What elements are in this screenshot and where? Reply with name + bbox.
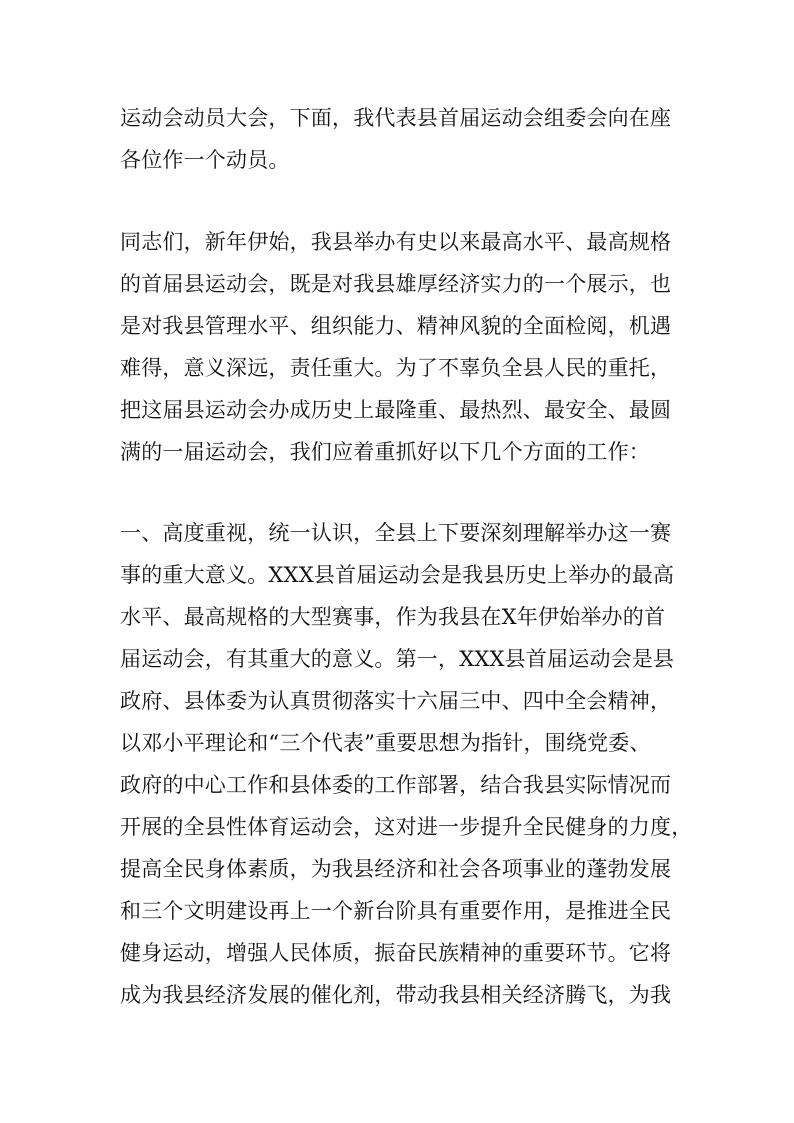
paragraph-1-line-1: 运动会动员大会，下面，我代表县首届运动会组委会向在座 xyxy=(120,106,672,130)
paragraph-2-line-6: 满的一届运动会，我们应着重抓好以下几个方面的工作： xyxy=(120,440,650,464)
paragraph-3-line-12: 成为我县经济发展的催化剂，带动我县相关经济腾飞，为我 xyxy=(120,983,672,1007)
paragraph-3-line-6: 以邓小平理论和“三个代表”重要思想为指针，围绕党委、 xyxy=(120,731,651,755)
paragraph-3-line-8: 开展的全县性体育运动会，这对进一步提升全民健身的力度， xyxy=(120,815,693,839)
paragraph-3-line-2: 事的重大意义。XXX县首届运动会是我县历史上举办的最高 xyxy=(120,563,675,587)
paragraph-2-line-1: 同志们，新年伊始，我县举办有史以来最高水平、最高规格 xyxy=(120,230,672,254)
paragraph-3-line-11: 健身运动，增强人民体质，振奋民族精神的重要环节。它将 xyxy=(120,941,672,965)
paragraph-3-line-5: 政府、县体委为认真贯彻落实十六届三中、四中全会精神， xyxy=(120,689,672,713)
paragraph-1-line-2: 各位作一个动员。 xyxy=(120,148,290,172)
paragraph-2-line-5: 把这届县运动会办成历史上最隆重、最热烈、最安全、最圆 xyxy=(120,398,672,422)
paragraph-3-line-7: 政府的中心工作和县体委的工作部署，结合我县实际情况而 xyxy=(120,773,672,797)
paragraph-3-line-9: 提高全民身体素质，为我县经济和社会各项事业的蓬勃发展 xyxy=(120,857,672,881)
paragraph-3-line-4: 届运动会，有其重大的意义。第一，XXX县首届运动会是县 xyxy=(120,647,675,671)
paragraph-3-line-10: 和三个文明建设再上一个新台阶具有重要作用，是推进全民 xyxy=(120,899,672,923)
paragraph-3-line-1: 一、高度重视，统一认识，全县上下要深刻理解举办这一赛 xyxy=(120,521,672,545)
paragraph-2-line-3: 是对我县管理水平、组织能力、精神风貌的全面检阅，机遇 xyxy=(120,314,672,338)
paragraph-2-line-2: 的首届县运动会，既是对我县雄厚经济实力的一个展示，也 xyxy=(120,272,672,296)
paragraph-3-line-3: 水平、最高规格的大型赛事，作为我县在X年伊始举办的首 xyxy=(120,605,666,629)
paragraph-2-line-4: 难得，意义深远，责任重大。为了不辜负全县人民的重托， xyxy=(120,356,672,380)
